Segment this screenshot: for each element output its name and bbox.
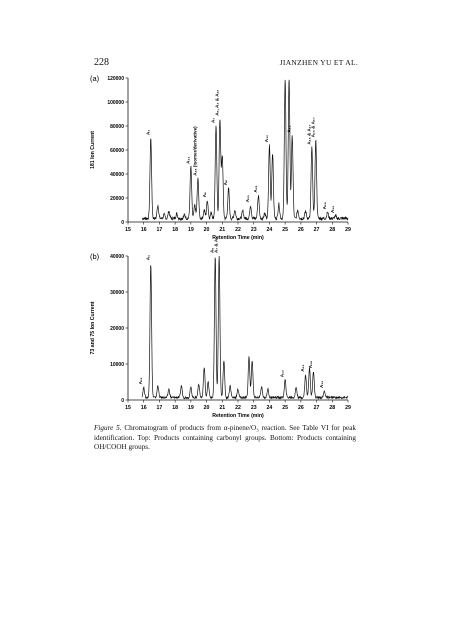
- x-tick-label: 19: [187, 405, 194, 411]
- peak-label: A₆: [209, 247, 215, 253]
- peak-label: A₇: [210, 117, 216, 123]
- x-axis-title: Retention Time (min): [212, 413, 264, 419]
- y-tick-label: 40000: [110, 172, 124, 178]
- peak-label: A₁₃: [300, 364, 306, 372]
- y-tick-label: 60000: [110, 148, 124, 154]
- running-head: JIANZHEN YU ET AL.: [279, 58, 358, 67]
- page-number: 228: [94, 57, 109, 68]
- peak-label: A₁₈: [307, 360, 313, 369]
- y-tick-label: 80000: [110, 124, 124, 130]
- x-tick-label: 26: [297, 227, 304, 233]
- x-tick-label: 16: [140, 405, 147, 411]
- x-tick-label: 18: [172, 227, 179, 233]
- y-axis-title: 73 and 75 Ion Current: [90, 301, 96, 355]
- panel-label: (a): [90, 74, 100, 83]
- peak-label: A₁₈ (isomer/derivative): [192, 126, 198, 176]
- peak-label: A₂₁: [252, 185, 258, 193]
- x-tick-label: 19: [187, 227, 194, 233]
- peak-label: A₁: [145, 254, 151, 261]
- x-tick-label: 21: [219, 405, 226, 411]
- peak-label: A₁₆ & A₁₇: [306, 124, 312, 145]
- y-axis-title: 181 Ion Current: [90, 130, 96, 170]
- x-tick-label: 26: [297, 405, 304, 411]
- peak-label: A₈: [223, 179, 229, 186]
- x-tick-label: 23: [250, 405, 257, 411]
- x-tick-label: 20: [203, 405, 210, 411]
- peak-label: A₁₁: [245, 195, 251, 203]
- y-tick-label: 20000: [110, 196, 124, 202]
- x-tick-label: 17: [156, 405, 163, 411]
- x-tick-label: 27: [313, 227, 320, 233]
- x-tick-label: 15: [125, 405, 131, 411]
- chromatogram-bottom: [88, 236, 368, 419]
- x-tick-label: 28: [329, 227, 336, 233]
- x-tick-label: 24: [266, 405, 273, 411]
- x-axis-title: Retention Time (min): [212, 235, 264, 241]
- y-tick-label: 0: [121, 220, 124, 226]
- x-tick-label: 29: [345, 405, 351, 411]
- y-tick-label: 40000: [110, 254, 124, 260]
- x-tick-label: 28: [329, 405, 336, 411]
- peak-label: A₇ & A₈: [213, 236, 219, 253]
- peak-label: A₅, A₄ & A₁₀: [214, 89, 220, 116]
- panel-label: (b): [90, 252, 100, 261]
- x-tick-label: 18: [172, 405, 179, 411]
- y-tick-label: 10000: [110, 362, 124, 368]
- peak-label: A₁₁: [138, 377, 144, 385]
- peak-label: A₁₈: [322, 202, 328, 210]
- y-tick-label: 0: [121, 398, 124, 404]
- peak-label: A₁₂: [279, 369, 285, 378]
- peak-label: A₁₂: [185, 156, 191, 164]
- x-tick-label: 22: [235, 405, 241, 411]
- peak-label: A₁: [145, 129, 151, 135]
- chromatogram-bottom-svg: [88, 236, 368, 419]
- x-tick-label: 20: [203, 227, 210, 233]
- x-tick-label: 21: [219, 227, 226, 233]
- x-tick-label: 24: [266, 227, 273, 233]
- y-tick-label: 120000: [107, 76, 124, 82]
- x-tick-label: 29: [345, 227, 351, 233]
- figure-caption: [94, 424, 356, 453]
- peak-label: A₁₆ & A₁₇: [310, 117, 316, 138]
- x-tick-label: 27: [313, 405, 320, 411]
- x-tick-label: 16: [140, 227, 147, 233]
- peak-label: A₁₆: [286, 125, 292, 133]
- peak-label: A₁₂: [263, 134, 269, 143]
- x-tick-label: 23: [250, 227, 257, 233]
- x-tick-label: 25: [282, 227, 289, 233]
- peak-label: A₆: [201, 191, 207, 198]
- y-tick-label: 100000: [107, 100, 124, 106]
- y-tick-label: 20000: [110, 326, 124, 332]
- x-tick-label: 15: [125, 227, 131, 233]
- chromatogram-trace: [142, 256, 348, 399]
- peak-label: A₁₉: [329, 205, 335, 213]
- figure-label: Figure 5.: [94, 424, 122, 432]
- peak-label: A₁₉: [318, 380, 324, 388]
- y-tick-label: 30000: [110, 290, 124, 296]
- chromatogram-top-svg: [88, 72, 368, 242]
- figure-caption-text: Chromatogram of products from α-pinene/O₃ reaction. See Table VI for peak identification. Top: Products containing carbonyl groups. Bottom: Products containing OH/COOH groups.: [94, 424, 357, 452]
- x-tick-label: 25: [282, 405, 289, 411]
- chromatogram-top: [88, 72, 368, 242]
- x-tick-label: 17: [156, 227, 163, 233]
- x-tick-label: 22: [235, 227, 241, 233]
